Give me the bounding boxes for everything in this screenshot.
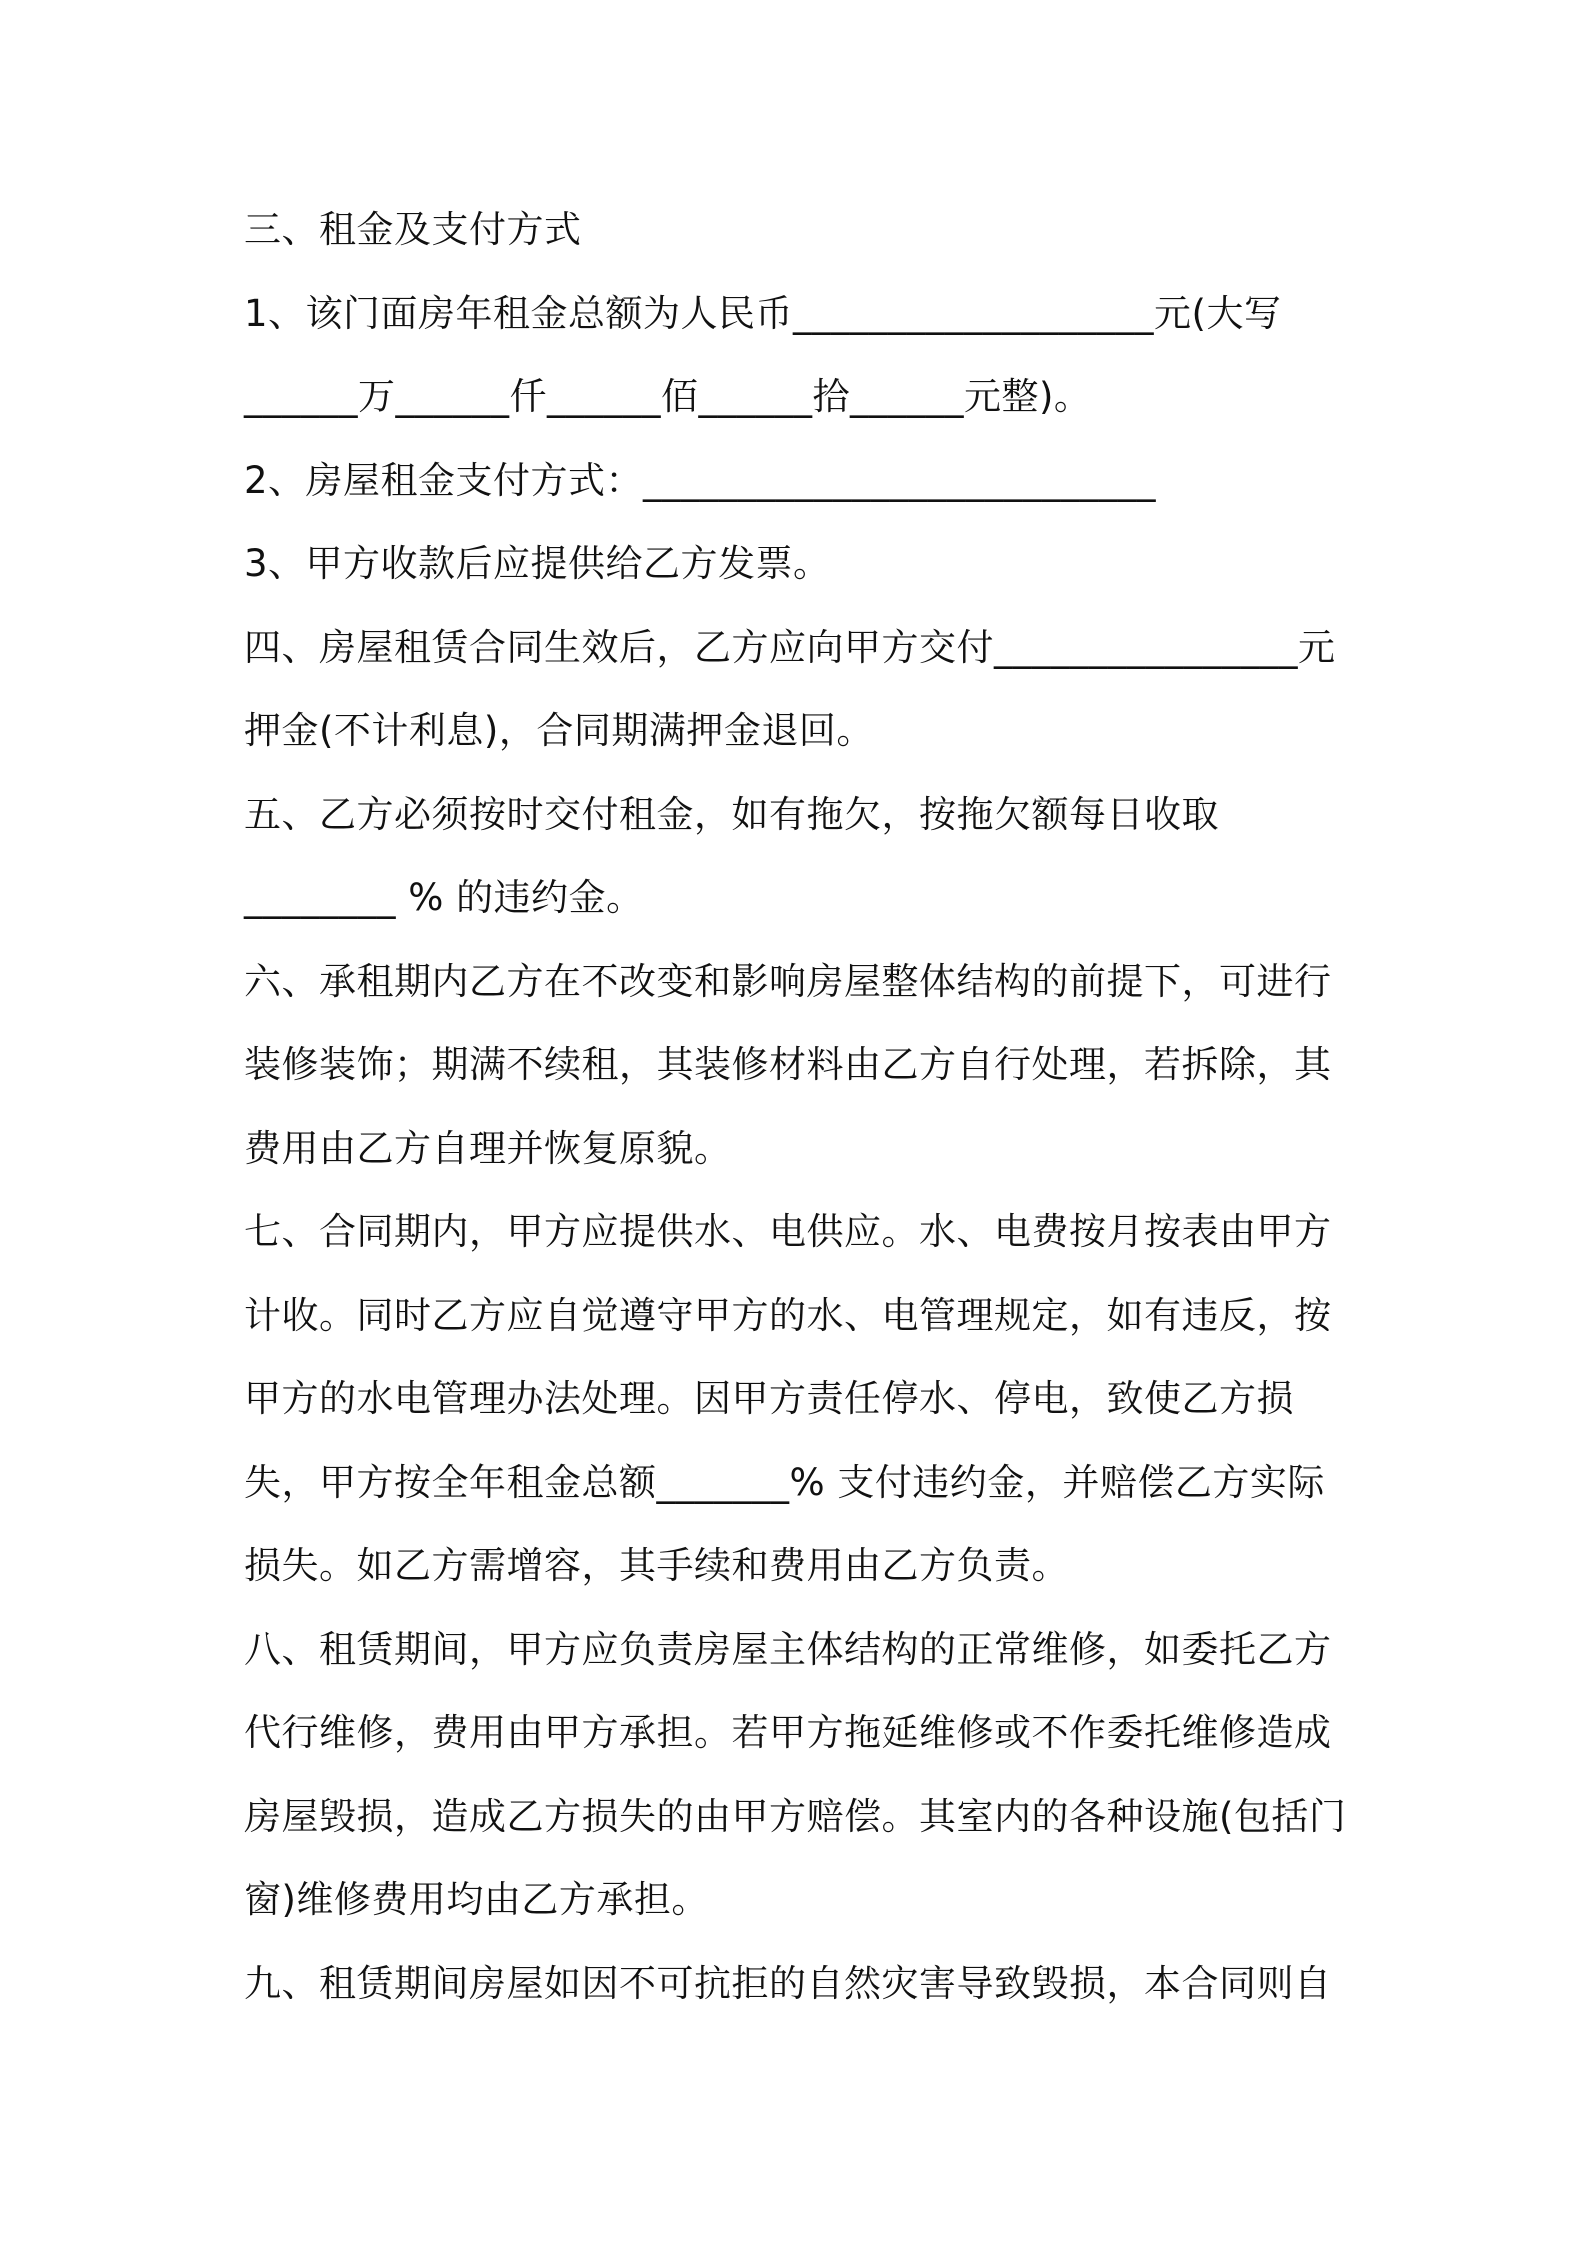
section-8-text: 八、租赁期间，甲方应负责房屋主体结构的正常维修，如委托乙方 — [244, 1627, 1332, 1671]
text-line: ________ % 的违约金。 — [244, 876, 644, 919]
text-line: 费用由乙方自理并恢复原貌。 — [244, 1126, 732, 1170]
text-line: 损失。如乙方需增容，其手续和费用由乙方负责。 — [244, 1544, 1069, 1587]
text-line: 窗)维修费用均由乙方承担。 — [244, 1878, 709, 1921]
text-line: 装修装饰；期满不续租，其装修材料由乙方自行处理，若拆除，其 — [244, 1043, 1332, 1086]
contract-text — [244, 200, 1364, 2037]
text-line: 1、该门面房年租金总额为人民币___________________元(大写 — [244, 291, 1282, 335]
section-4-text: 四、房屋租赁合同生效后，乙方应向甲方交付________________元 — [244, 625, 1336, 669]
text-line: 计收。同时乙方应自觉遵守甲方的水、电管理规定，如有违反，按 — [244, 1293, 1332, 1337]
text-line: 房屋毁损，造成乙方损失的由甲方赔偿。其室内的各种设施(包括门 — [244, 1794, 1347, 1838]
section-7-text: 七、合同期内，甲方应提供水、电供应。水、电费按月按表由甲方 — [244, 1210, 1332, 1253]
text-line: ______万______仟______佰______拾______元整)。 — [244, 375, 1092, 418]
text-line: 3、甲方收款后应提供给乙方发票。 — [244, 542, 831, 585]
text-line: 押金(不计利息)，合同期满押金退回。 — [244, 709, 874, 752]
text-line: 2、房屋租金支付方式：___________________________ — [244, 458, 1157, 502]
text-line: 失，甲方按全年租金总额_______% 支付违约金，并赔偿乙方实际 — [244, 1460, 1325, 1504]
section-5-text: 五、乙方必须按时交付租金，如有拖欠，按拖欠额每日收取 — [244, 792, 1219, 836]
section-3-heading: 三、租金及支付方式 — [244, 208, 582, 251]
text-line: 代行维修，费用由甲方承担。若甲方拖延维修或不作委托维修造成 — [244, 1711, 1332, 1754]
section-6-text: 六、承租期内乙方在不改变和影响房屋整体结构的前提下，可进行 — [244, 959, 1332, 1003]
section-9-text: 九、租赁期间房屋如因不可抗拒的自然灾害导致毁损，本合同则自 — [244, 1961, 1332, 2005]
text-line: 甲方的水电管理办法处理。因甲方责任停水、停电，致使乙方损 — [244, 1377, 1294, 1420]
